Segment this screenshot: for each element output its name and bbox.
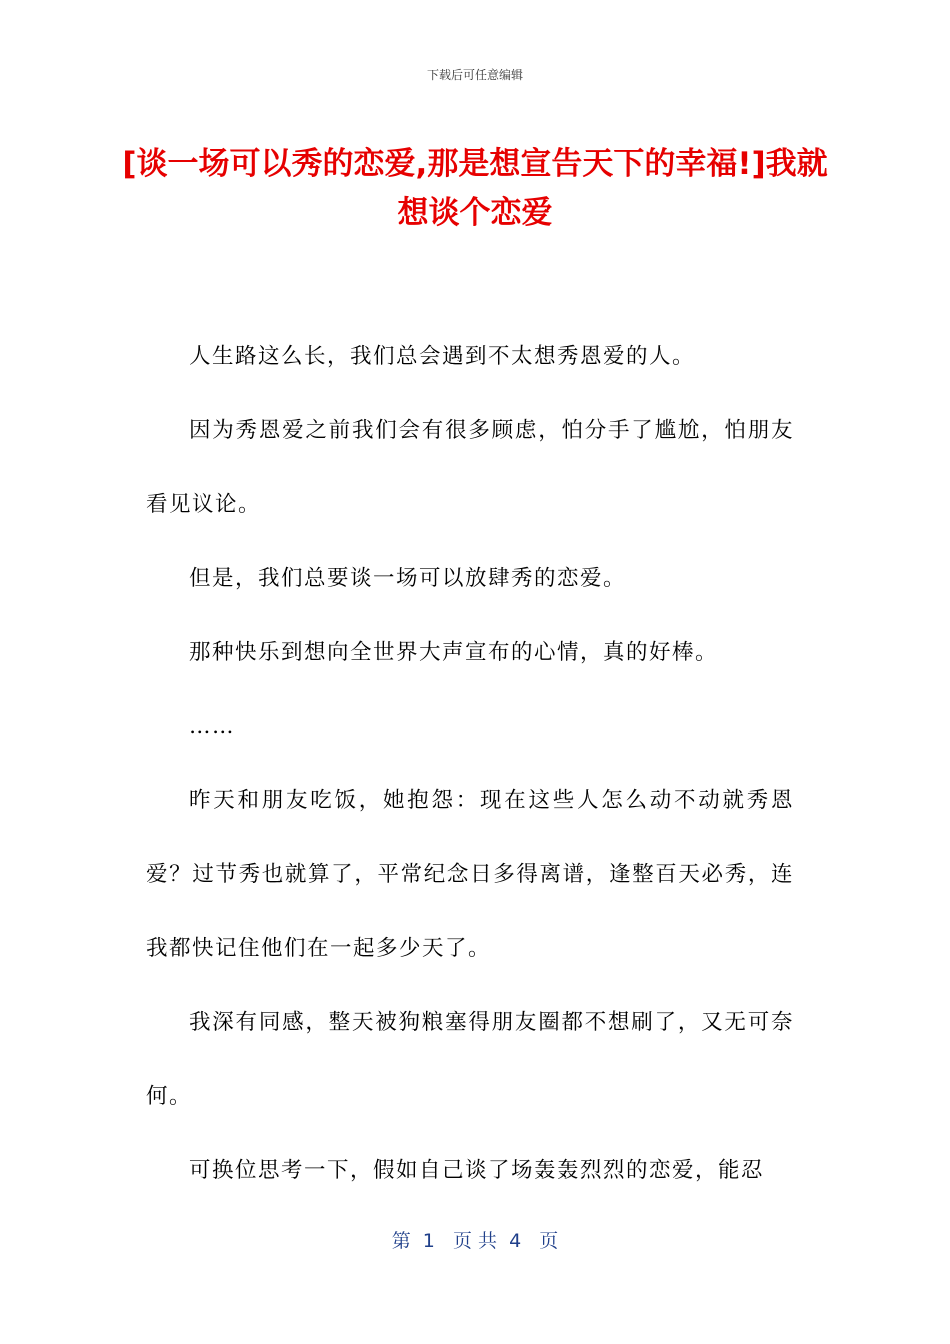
paragraph: 但是，我们总要谈一场可以放肆秀的恋爱。 bbox=[189, 566, 627, 591]
paragraph-ellipsis: …… bbox=[189, 714, 235, 739]
paragraph: 因为秀恩爱之前我们会有很多顾虑，怕分手了尴尬，怕朋友看见议论。 bbox=[146, 418, 794, 517]
paragraph: 昨天和朋友吃饭，她抱怨：现在这些人怎么动不动就秀恩爱？过节秀也就算了，平常纪念日多得离谱，逢整百天必秀，连我都快记住他们在一起多少天了。 bbox=[146, 788, 794, 961]
document-body bbox=[146, 320, 794, 1208]
paragraph: 那种快乐到想向全世界大声宣布的心情，真的好棒。 bbox=[189, 640, 719, 665]
paragraph: 我深有同感，整天被狗粮塞得朋友圈都不想刷了，又无可奈何。 bbox=[146, 1010, 794, 1109]
paragraph: 可换位思考一下，假如自己谈了场轰轰烈烈的恋爱，能忍 bbox=[189, 1158, 765, 1183]
paragraph: 人生路这么长，我们总会遇到不太想秀恩爱的人。 bbox=[189, 344, 696, 369]
document-title: [谈一场可以秀的恋爱,那是想宣告天下的幸福!]我就想谈个恋爱 bbox=[122, 146, 828, 231]
page-number-footer: 第 1 页 共 4 页 bbox=[391, 1230, 559, 1252]
header-note: 下载后可任意编辑 bbox=[426, 68, 523, 82]
